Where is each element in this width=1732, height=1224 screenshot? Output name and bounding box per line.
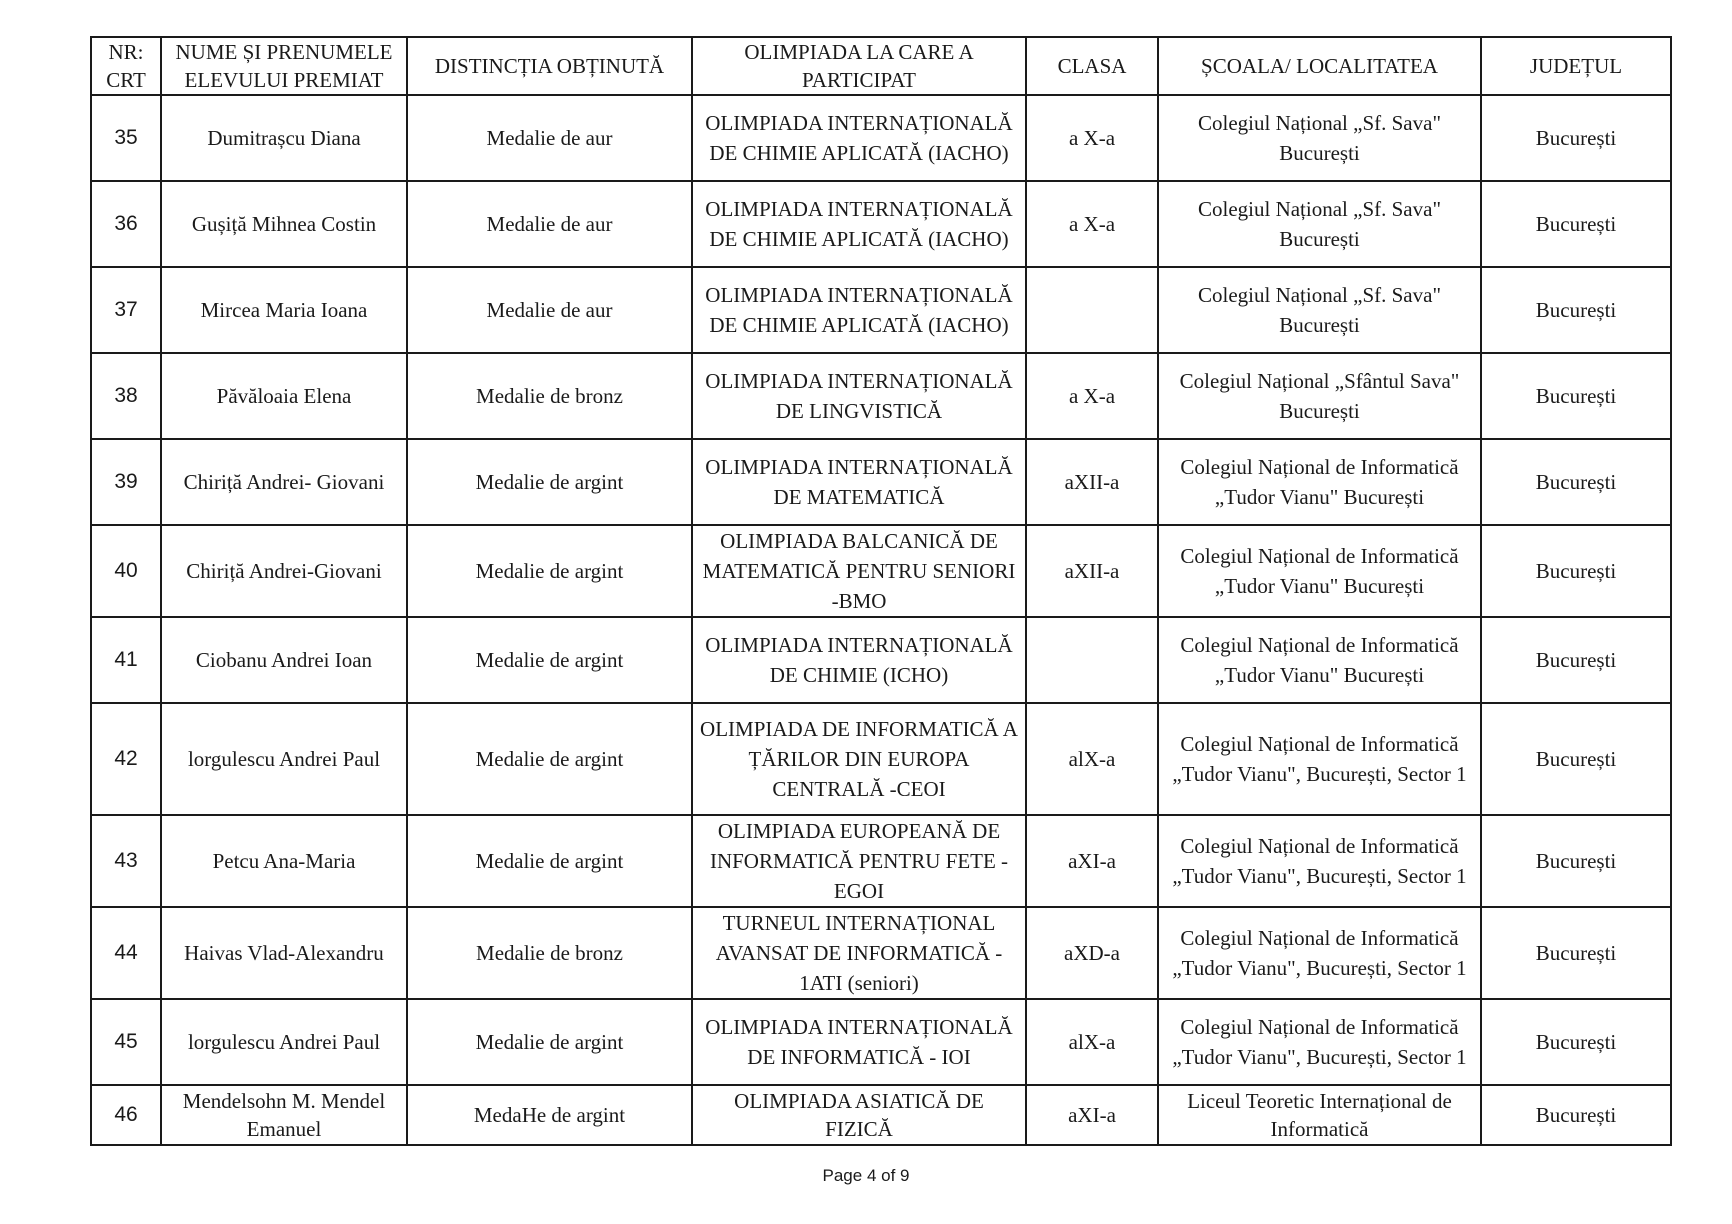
cell-nr: 45 [91,999,161,1085]
header-class: CLASA [1026,37,1158,95]
cell-class: a X-a [1026,95,1158,181]
cell-distinction: Medalie de argint [407,439,692,525]
cell-distinction: Medalie de aur [407,95,692,181]
table-row [91,353,1671,439]
cell-class: a X-a [1026,353,1158,439]
cell-nr: 44 [91,907,161,999]
cell-county: București [1481,353,1671,439]
header-distinction: DISTINCȚIA OBȚINUTĂ [407,37,692,95]
cell-distinction: Medalie de bronz [407,907,692,999]
cell-school: Colegiul Național de Informatică „Tudor Vianu" București [1158,525,1481,617]
cell-distinction: Medalie de argint [407,525,692,617]
cell-county: București [1481,815,1671,907]
cell-county: București [1481,907,1671,999]
cell-olympiad: OLIMPIADA INTERNAȚIONALĂ DE CHIMIE APLICATĂ (IACHO) [692,181,1026,267]
header-county: JUDEȚUL [1481,37,1671,95]
table-row [91,525,1671,617]
cell-class: aXD-a [1026,907,1158,999]
cell-nr: 39 [91,439,161,525]
header-olympiad: OLIMPIADA LA CARE A PARTICIPAT [692,37,1026,95]
cell-county: București [1481,267,1671,353]
cell-distinction: Medalie de bronz [407,353,692,439]
cell-school: Liceul Teoretic Internațional de Informatică [1158,1085,1481,1145]
cell-nr: 46 [91,1085,161,1145]
cell-olympiad: OLIMPIADA EUROPEANĂ DE INFORMATICĂ PENTRU FETE - EGOI [692,815,1026,907]
cell-school: Colegiul Național de Informatică „Tudor Vianu", București, Sector 1 [1158,907,1481,999]
cell-name: Chiriță Andrei- Giovani [161,439,407,525]
cell-school: Colegiul Național „Sf. Sava" București [1158,181,1481,267]
cell-name: Păvăloaia Elena [161,353,407,439]
cell-school: Colegiul Național de Informatică „Tudor Vianu" București [1158,617,1481,703]
header-nr: NR: CRT [91,37,161,95]
cell-olympiad: OLIMPIADA INTERNAȚIONALĂ DE CHIMIE APLICATĂ (IACHO) [692,95,1026,181]
table-row [91,181,1671,267]
awards-table [90,36,1672,1146]
cell-county: București [1481,95,1671,181]
cell-class: a X-a [1026,181,1158,267]
cell-distinction: Medalie de aur [407,267,692,353]
cell-olympiad: TURNEUL INTERNAȚIONAL AVANSAT DE INFORMATICĂ - 1ATI (seniori) [692,907,1026,999]
header-name: NUME ȘI PRENUMELE ELEVULUI PREMIAT [161,37,407,95]
cell-distinction: MedaHe de argint [407,1085,692,1145]
cell-county: București [1481,439,1671,525]
cell-nr: 42 [91,703,161,815]
cell-class [1026,617,1158,703]
cell-class: aXII-a [1026,439,1158,525]
table-row [91,267,1671,353]
cell-class [1026,267,1158,353]
cell-olympiad: OLIMPIADA INTERNAȚIONALĂ DE CHIMIE APLICATĂ (IACHO) [692,267,1026,353]
table-row [91,907,1671,999]
table-row [91,703,1671,815]
cell-distinction: Medalie de argint [407,617,692,703]
cell-county: București [1481,181,1671,267]
cell-class: aXI-a [1026,815,1158,907]
cell-name: Gușiță Mihnea Costin [161,181,407,267]
cell-name: Petcu Ana-Maria [161,815,407,907]
cell-school: Colegiul Național „Sf. Sava" București [1158,95,1481,181]
cell-school: Colegiul Național „Sf. Sava" București [1158,267,1481,353]
cell-county: București [1481,999,1671,1085]
table-row [91,815,1671,907]
cell-class: alX-a [1026,999,1158,1085]
cell-olympiad: OLIMPIADA BALCANICĂ DE MATEMATICĂ PENTRU SENIORI -BMO [692,525,1026,617]
cell-name: Dumitrașcu Diana [161,95,407,181]
cell-distinction: Medalie de argint [407,999,692,1085]
cell-name: lorgulescu Andrei Paul [161,999,407,1085]
cell-name: Haivas Vlad-Alexandru [161,907,407,999]
cell-distinction: Medalie de argint [407,703,692,815]
cell-nr: 41 [91,617,161,703]
cell-olympiad: OLIMPIADA ASIATICĂ DE FIZICĂ [692,1085,1026,1145]
cell-school: Colegiul Național de Informatică „Tudor Vianu" București [1158,439,1481,525]
cell-nr: 40 [91,525,161,617]
cell-olympiad: OLIMPIADA INTERNAȚIONALĂ DE LINGVISTICĂ [692,353,1026,439]
cell-class: aXI-a [1026,1085,1158,1145]
cell-name: Chiriță Andrei-Giovani [161,525,407,617]
cell-olympiad: OLIMPIADA INTERNAȚIONALĂ DE CHIMIE (ICHO) [692,617,1026,703]
cell-county: București [1481,703,1671,815]
table-header-row [91,37,1671,95]
cell-olympiad: OLIMPIADA INTERNAȚIONALĂ DE INFORMATICĂ - IOI [692,999,1026,1085]
cell-distinction: Medalie de argint [407,815,692,907]
cell-nr: 43 [91,815,161,907]
cell-nr: 36 [91,181,161,267]
cell-school: Colegiul Național de Informatică „Tudor Vianu", București, Sector 1 [1158,703,1481,815]
cell-olympiad: OLIMPIADA INTERNAȚIONALĂ DE MATEMATICĂ [692,439,1026,525]
cell-nr: 38 [91,353,161,439]
table-row [91,1085,1671,1145]
cell-school: Colegiul Național de Informatică „Tudor Vianu", București, Sector 1 [1158,999,1481,1085]
page-number: Page 4 of 9 [822,1166,910,1185]
cell-name: Mendelsohn M. Mendel Emanuel [161,1085,407,1145]
cell-class: alX-a [1026,703,1158,815]
cell-school: Colegiul Național „Sfântul Sava" București [1158,353,1481,439]
table-row [91,617,1671,703]
cell-name: Mircea Maria Ioana [161,267,407,353]
table-row [91,95,1671,181]
cell-distinction: Medalie de aur [407,181,692,267]
cell-school: Colegiul Național de Informatică „Tudor Vianu", București, Sector 1 [1158,815,1481,907]
cell-nr: 35 [91,95,161,181]
cell-name: lorgulescu Andrei Paul [161,703,407,815]
cell-county: București [1481,617,1671,703]
table-row [91,439,1671,525]
cell-county: București [1481,1085,1671,1145]
cell-county: București [1481,525,1671,617]
cell-nr: 37 [91,267,161,353]
cell-olympiad: OLIMPIADA DE INFORMATICĂ A ȚĂRILOR DIN EUROPA CENTRALĂ -CEOI [692,703,1026,815]
table-row [91,999,1671,1085]
header-school: ȘCOALA/ LOCALITATEA [1158,37,1481,95]
cell-name: Ciobanu Andrei Ioan [161,617,407,703]
cell-class: aXII-a [1026,525,1158,617]
